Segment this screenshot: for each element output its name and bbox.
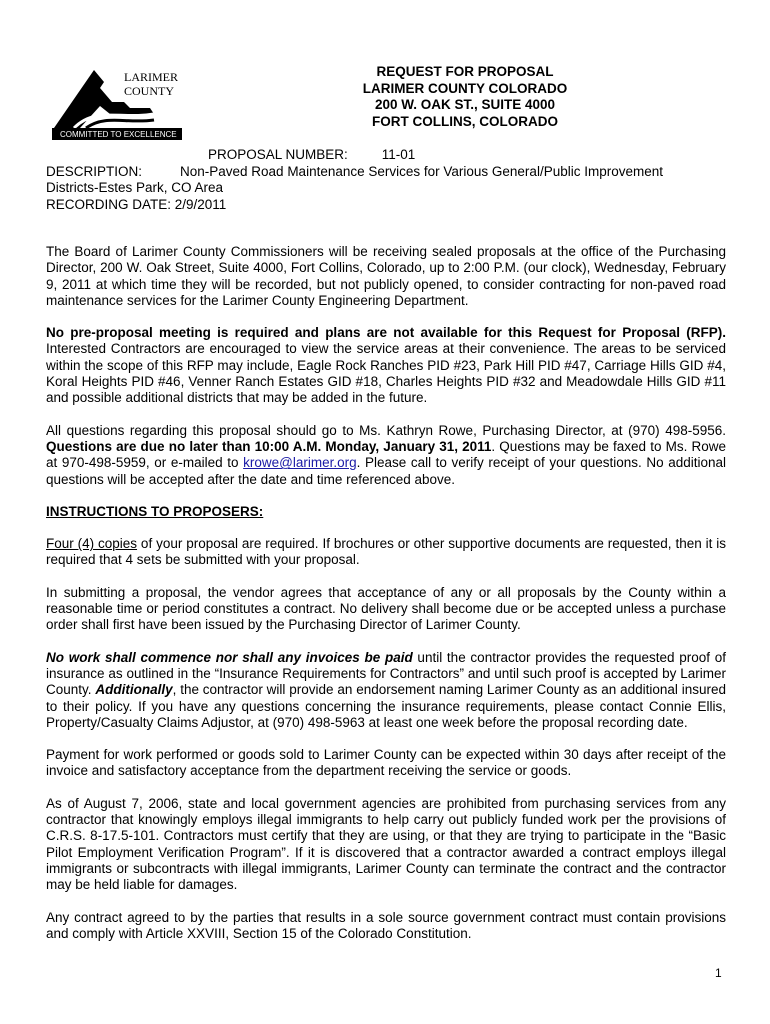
no-work-notice: No work shall commence nor shall any invoices be paid: [46, 649, 413, 665]
rfp-header: [300, 64, 630, 130]
logo-tagline: COMMITTED TO EXCELLENCE: [60, 130, 177, 139]
paragraph-contract: In submitting a proposal, the vendor agrees that acceptance of any or all proposals by the County within a reasonable time or period constitutes a contract. No delivery shall become due or be accepted unless a purchase order shall first have been issued by the Purchasing Director of Larimer County.: [46, 584, 726, 633]
questions-text-b: . Questions may be faxed to Ms. Rowe at 970-498-5959, or e-mailed to: [46, 438, 726, 471]
proposal-meta: [46, 147, 736, 213]
paragraph-sole-source: Any contract agreed to by the parties that results in a sole source government contract must contain provisions and comply with Article XXVIII, Section 15 of the Colorado Constitution.: [46, 909, 726, 941]
insurance-text-a: until the contractor provides the requested proof of insurance as outlined in the “Insurance Requirements for Contractors” and until such proof is accepted by Larimer County.: [46, 649, 726, 698]
logo-line1: LARIMER: [124, 70, 178, 84]
header-line-1: REQUEST FOR PROPOSAL: [376, 64, 554, 79]
proposal-number-row: [46, 147, 736, 164]
page-number: 1: [715, 966, 722, 980]
logo-line2: COUNTY: [124, 84, 174, 98]
paragraph-questions: [46, 423, 726, 488]
description-row: [46, 164, 736, 181]
document-body: [46, 244, 726, 958]
insurance-text-b: , the contractor will provide an endorsement naming Larimer County as an additional insured to their policy. If you have any questions concerning the insurance requirements, please contact Connie Ellis, Property/Casualty Claims Adjustor, at (970) 498-5963 at least one week before the proposal recording date.: [46, 682, 726, 730]
header-line-3: 200 W. OAK ST., SUITE 4000: [374, 97, 556, 112]
description-label: DESCRIPTION:: [46, 163, 143, 179]
additionally-emphasis: Additionally: [95, 682, 173, 698]
proposal-number-label: PROPOSAL NUMBER:: [208, 147, 348, 162]
instructions-heading: INSTRUCTIONS TO PROPOSERS:: [46, 503, 264, 519]
paragraph-copies: [46, 536, 726, 569]
questions-text-c: . Please call to verify receipt of your questions. No additional questions will be accepted after the date and time referenced above.: [46, 455, 726, 487]
copies-text: of your proposal are required. If brochures or other supportive documents are requested, then it is required that 4 sets be submitted with your proposal.: [46, 536, 726, 568]
paragraph-immigration: As of August 7, 2006, state and local government agencies are prohibited from purchasing services from any contractor that knowingly employs illegal immigrants to help carry out publicly funded work per the provisions of C.R.S. 8-17.5-101. Contractors must certify that they are using, or that they are trying to participate in the “Basic Pilot Employment Verification Program”. If it is discovered that a contractor awarded a contract employs illegal immigrants or subcontracts with illegal immigrants, Larimer County can terminate the contract and the contractor may be held liable for damages.: [46, 795, 726, 893]
paragraph-pre-proposal: [46, 325, 726, 406]
description-continuation: Districts-Estes Park, CO Area: [46, 180, 224, 195]
copies-required: Four (4) copies: [46, 536, 138, 552]
description-text: Non-Paved Road Maintenance Services for Various General/Public Improvement: [180, 163, 663, 179]
larimer-county-logo: [50, 62, 200, 142]
pre-proposal-text: Interested Contractors are encouraged to view the service areas at their convenience. The areas to be serviced within the scope of this RFP may include, Eagle Rock Ranches PID #23, Park Hill PID #47, Carriage Hills GID #4, Koral Heights PID #46, Venner Ranch Estates GID #18, Charles Heights PID #32 and Meadowdale Hills GID #11 and possible additional districts that may be added in the future.: [46, 341, 726, 406]
paragraph-insurance: [46, 650, 726, 731]
paragraph-intro: The Board of Larimer County Commissioners will be receiving sealed proposals at the office of the Purchasing Director, 200 W. Oak Street, Suite 4000, Fort Collins, Colorado, up to 2:00 P.M. (our clock), Wednesday, February 9, 2011 at which time they will be recorded, but not publicly opened, to consider contracting for non-paved road maintenance services for the Larimer County Engineering Department.: [46, 244, 726, 308]
questions-deadline: Questions are due no later than 10:00 A.M. Monday, January 31, 2011: [46, 438, 492, 454]
email-link[interactable]: krowe@larimer.org: [243, 455, 357, 471]
logo-road-curve-2: [86, 120, 154, 128]
recording-date: RECORDING DATE: 2/9/2011: [46, 196, 227, 212]
proposal-number-value: 11-01: [381, 147, 416, 162]
header-line-2: LARIMER COUNTY COLORADO: [362, 80, 568, 96]
header-line-4: FORT COLLINS, COLORADO: [372, 113, 558, 129]
pre-proposal-notice: No pre-proposal meeting is required and plans are not available for this Request for Proposal (RFP).: [46, 325, 726, 341]
questions-text-a: All questions regarding this proposal should go to Ms. Kathryn Rowe, Purchasing Director, at (970) 498-5956.: [46, 422, 726, 438]
paragraph-payment: Payment for work performed or goods sold to Larimer County can be expected within 30 days after receipt of the invoice and satisfactory acceptance from the department receiving the service or goods.: [46, 747, 726, 779]
